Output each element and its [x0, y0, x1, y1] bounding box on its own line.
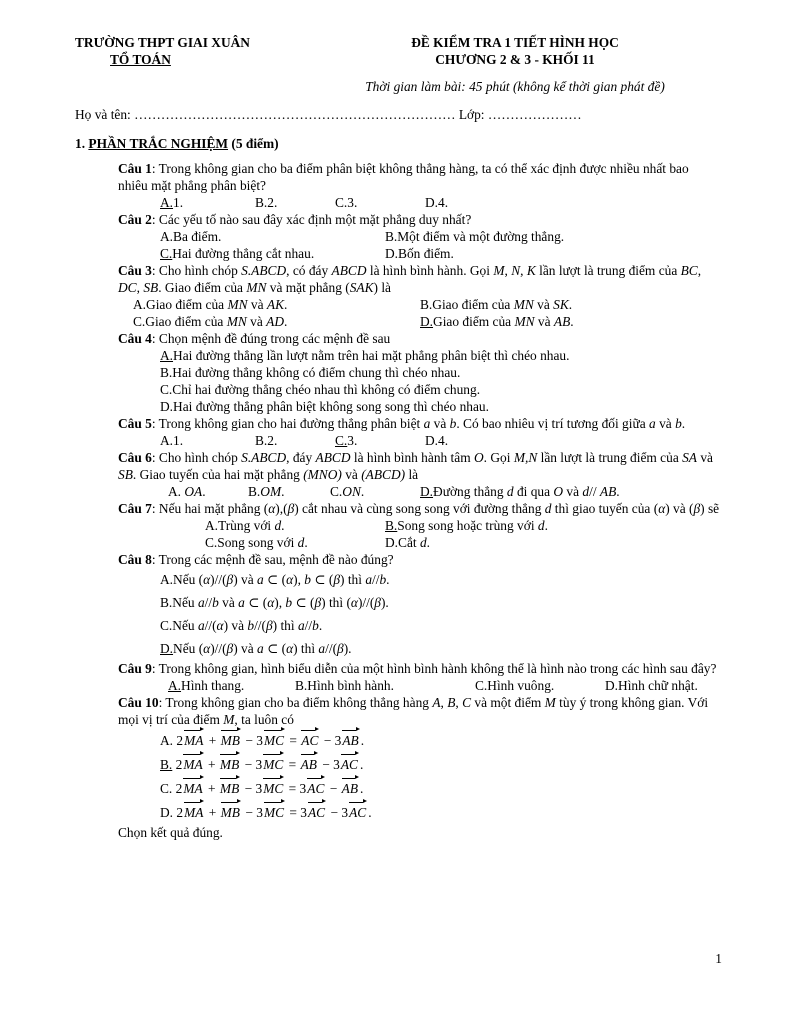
page-number: 1 [715, 951, 722, 966]
option-a: A.Nếu (α)//(β) và a ⊂ (α), b ⊂ (β) thì a//b. [160, 572, 390, 587]
section-heading [75, 135, 720, 152]
header-spacer [75, 78, 310, 95]
question-label: Câu 4 [118, 331, 152, 346]
option-c: C.Nếu a//(α) và b//(β) thì a//b. [160, 618, 323, 633]
section-number: 1. [75, 136, 86, 151]
question-label: Câu 5 [118, 416, 152, 431]
question-10 [118, 694, 720, 841]
option-a: A.Hai đường thẳng lần lượt nằm trên hai mặt phẳng phân biệt thì chéo nhau. [160, 348, 570, 363]
closing-note: Chọn kết quả đúng. [118, 825, 223, 840]
question-body: : Trong không gian, hình biểu diễn của một hình bình hành không thể là hình nào trong các hình sau đây? [151, 661, 717, 676]
option-c: C.3. [335, 195, 358, 210]
question-7 [118, 500, 720, 551]
option-b: B.Giao điểm của MN và SK. [420, 297, 573, 312]
options-row [160, 245, 720, 262]
question-1 [118, 160, 720, 211]
option-d: D.Hình chữ nhật. [605, 678, 698, 693]
question-text [118, 262, 720, 296]
question-3 [118, 262, 720, 330]
option-c: C.Giao điểm của MN và AD. [133, 314, 288, 329]
question-body: : Nếu hai mặt phẳng (α),(β) cắt nhau và cùng song song với đường thẳng d thì giao tuyến của (α) và (β) sẽ [151, 501, 720, 516]
department-cell [75, 51, 310, 68]
option-b: B.Một điểm và một đường thẳng. [385, 229, 565, 244]
question-text [118, 694, 720, 728]
options-row [160, 194, 720, 211]
question-label: Câu 1 [118, 161, 152, 176]
question-text [118, 449, 720, 483]
option-a: A.1. [160, 433, 184, 448]
question-8 [118, 551, 720, 660]
option-d: D.Bốn điểm. [385, 246, 454, 261]
option-a: A.Giao điểm của MN và AK. [133, 297, 288, 312]
options-row [205, 534, 720, 551]
option-b: B.Nếu a//b và a ⊂ (α), b ⊂ (β) thì (α)//(β). [160, 595, 389, 610]
duration-line: Thời gian làm bài: 45 phút (không kể thời gian phát đề) [365, 79, 665, 94]
question-9 [118, 660, 720, 694]
question-label: Câu 7 [118, 501, 152, 516]
options-row [168, 483, 720, 500]
section-title: PHẦN TRẮC NGHIỆM [88, 136, 229, 151]
question-label: Câu 10 [118, 695, 159, 710]
option-a: A. 2MA + MB − 3MC = AC − 3AB . [160, 732, 365, 748]
chapter-line: CHƯƠNG 2 & 3 - KHỐI 11 [435, 52, 595, 67]
questions-list [118, 160, 720, 841]
header-row-2 [75, 51, 720, 68]
exam-title: ĐỀ KIỂM TRA 1 TIẾT HÌNH HỌC [411, 35, 619, 50]
question-label: Câu 6 [118, 450, 152, 465]
option-b: B.2. [255, 195, 278, 210]
department-name: TỔ TOÁN [110, 52, 171, 67]
options-row [160, 432, 720, 449]
question-text [118, 211, 720, 228]
option-a: A.1. [160, 195, 184, 210]
option-d: D.Đường thẳng d đi qua O và d// AB. [420, 484, 620, 499]
question-text [118, 160, 720, 194]
option-a: A.Ba điểm. [160, 229, 222, 244]
header-row-3 [75, 78, 720, 95]
question-body: : Trong không gian cho ba điểm không thẳng hàng A, B, C và một điểm M tùy ý trong không gian. Với mọi vị trí của điểm M, ta luôn có [118, 695, 709, 727]
question-body: : Chọn mệnh đề đúng trong các mệnh đề sau [151, 331, 391, 346]
option-d: D.4. [425, 195, 449, 210]
option-d: D.Giao điểm của MN và AB. [420, 314, 574, 329]
question-body: : Cho hình chóp S.ABCD, có đáy ABCD là hình bình hành. Gọi M, N, K lần lượt là trung điểm của BC, DC, SB. Giao điểm của MN và mặt phẳng (SAK) là [118, 263, 702, 295]
question-label: Câu 9 [118, 661, 152, 676]
question-6 [118, 449, 720, 500]
option-d: D.Hai đường thẳng phân biệt không song song thì chéo nhau. [160, 399, 489, 414]
option-c: C.Hình vuông. [475, 678, 555, 693]
options-row [133, 313, 720, 330]
option-b: B.2. [255, 433, 278, 448]
name-line: Họ và tên: ……………………………………………………………… Lớp: ………………… [75, 107, 582, 122]
option-d: D.4. [425, 433, 449, 448]
question-5 [118, 415, 720, 449]
question-text [118, 415, 720, 432]
option-c: C. 2MA + MB − 3MC = 3AC − AB . [160, 780, 364, 796]
question-text [118, 660, 720, 677]
option-b: B. 2MA + MB − 3MC = AB − 3AC . [160, 756, 364, 772]
question-body: : Cho hình chóp S.ABCD, đáy ABCD là hình bình hành tâm O. Gọi M,N lần lượt là trung điểm của SA và SB. Giao tuyến của hai mặt phẳng (MNO) và (ABCD) là [118, 450, 713, 482]
option-c: C.Song song với d. [205, 535, 308, 550]
question-label: Câu 8 [118, 552, 152, 567]
option-c: C.3. [335, 433, 358, 448]
options-row [160, 228, 720, 245]
question-text [118, 330, 720, 347]
question-body: : Trong không gian cho hai đường thẳng phân biệt a và b. Có bao nhiêu vị trí tương đối giữa a và b. [151, 416, 686, 431]
option-d: D. 2MA + MB − 3MC = 3AC − 3AC . [160, 804, 372, 820]
question-body: : Trong các mệnh đề sau, mệnh đề nào đúng? [151, 552, 394, 567]
question-text [118, 500, 720, 517]
option-c: C.Hai đường thẳng cắt nhau. [160, 246, 315, 261]
question-body: : Trong không gian cho ba điểm phân biệt không thẳng hàng, ta có thể xác định được nhiều nhất bao nhiêu mặt phẳng phân biệt? [118, 161, 689, 193]
question-text [118, 551, 720, 568]
option-a: A.Hình thang. [168, 678, 245, 693]
question-label: Câu 2 [118, 212, 152, 227]
options-row [205, 517, 720, 534]
section-points: (5 điểm) [231, 136, 279, 151]
header-row-1 [75, 34, 720, 51]
option-a: A.Trùng với d. [205, 518, 285, 533]
option-d: D.Cắt d. [385, 535, 431, 550]
option-c: C.ON. [330, 484, 365, 499]
option-b: B.Hai đường thẳng không có điểm chung thì chéo nhau. [160, 365, 461, 380]
options-row [133, 296, 720, 313]
options-row [168, 677, 720, 694]
option-b: B.Song song hoặc trùng với d. [385, 518, 548, 533]
option-a: A. OA. [168, 484, 206, 499]
school-name: TRƯỜNG THPT GIAI XUÂN [75, 35, 250, 50]
option-b: B.Hình bình hành. [295, 678, 394, 693]
question-label: Câu 3 [118, 263, 152, 278]
question-4 [118, 330, 720, 415]
option-d: D.Nếu (α)//(β) và a ⊂ (α) thì a//(β). [160, 641, 352, 656]
option-b: B.OM. [248, 484, 285, 499]
question-2 [118, 211, 720, 262]
question-body: : Các yếu tố nào sau đây xác định một mặt phẳng duy nhất? [151, 212, 472, 227]
option-c: C.Chỉ hai đường thẳng chéo nhau thì không có điểm chung. [160, 382, 481, 397]
